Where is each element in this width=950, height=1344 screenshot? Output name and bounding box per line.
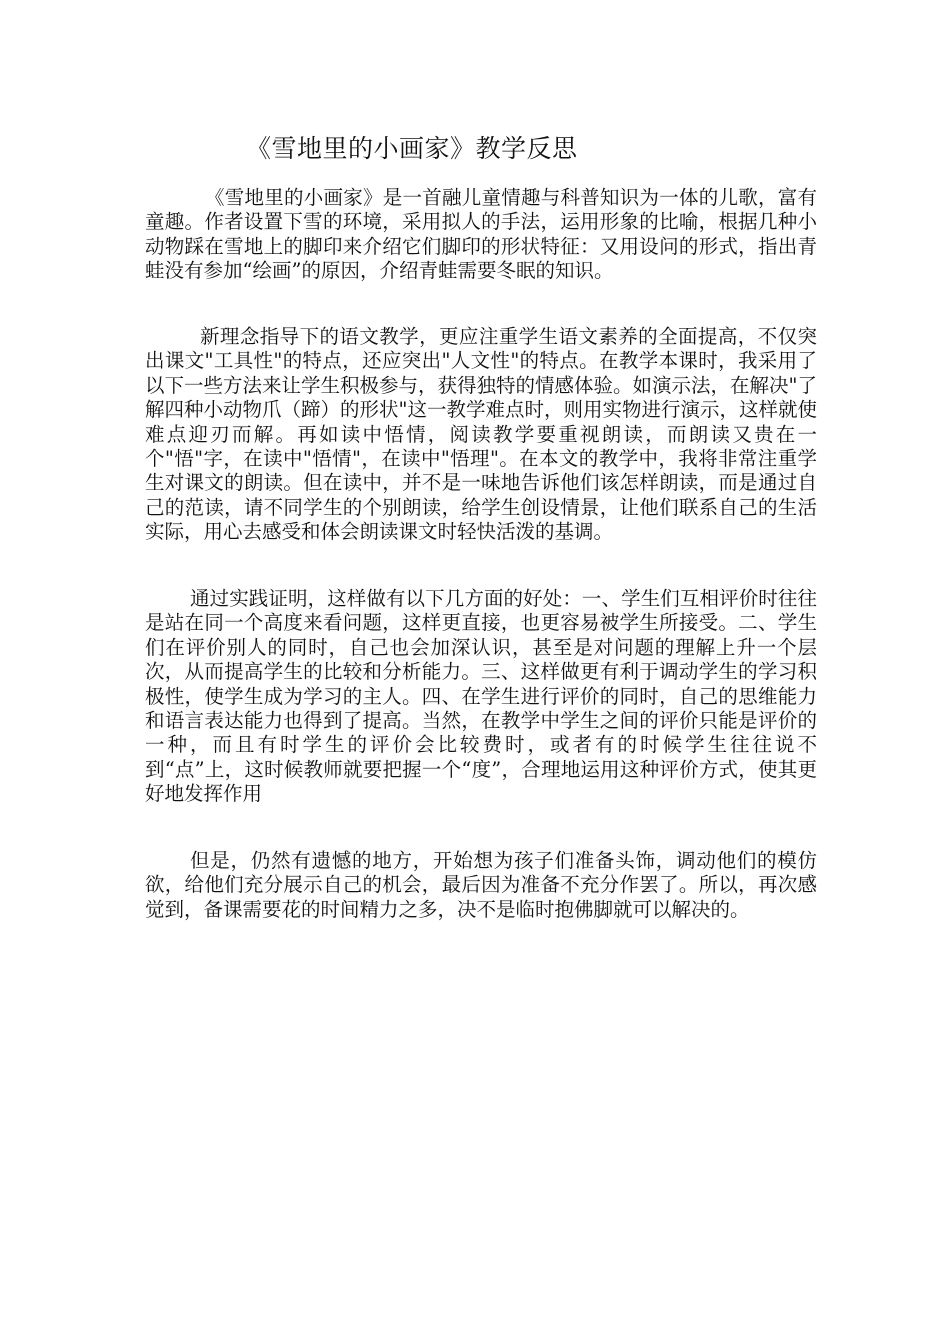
- paragraph-3: 通过实践证明，这样做有以下几方面的好处：一、学生们互相评价时往往是站在同一个高度来看问题，这样更直接，也更容易被学生所接受。二、学生们在评价别人的同时，自己也会加深认识，甚至是对问题的理解上升一个层次，从而提高学生的比较和分析能力。三、这样做更有利于调动学生的学习积极性，使学生成为学习的主人。四、在学生进行评价的同时，自己的思维能力和语言表达能力也得到了提高。当然，在教学中学生之间的评价只能是评价的一种，而且有时学生的评价会比较费时，或者有的时候学生往往说不到“点”上，这时候教师就要把握一个“度”，合理地运用这种评价方式，使其更好地发挥作用: [145, 587, 817, 806]
- paragraph-2: 新理念指导下的语文教学，更应注重学生语文素养的全面提高，不仅突出课文"工具性"的特点，还应突出"人文性"的特点。在教学本课时，我采用了以下一些方法来让学生积极参与，获得独特的情感体验。如演示法，在解决"了解四种小动物爪（蹄）的形状"这一教学难点时，则用实物进行演示，这样就使难点迎刃而解。再如读中悟情，阅读教学要重视朗读，而朗读又贵在一个"悟"字，在读中"悟情"，在读中"悟理"。在本文的教学中，我将非常注重学生对课文的朗读。但在读中，并不是一味地告诉他们该怎样朗读，而是通过自己的范读，请不同学生的个别朗读，给学生创设情景，让他们联系自己的生活实际，用心去感受和体会朗读课文时轻快活泼的基调。: [145, 325, 817, 544]
- paragraph-4: 但是，仍然有遗憾的地方，开始想为孩子们准备头饰，调动他们的模仿欲，给他们充分展示自己的机会，最后因为准备不充分作罢了。所以，再次感觉到，备课需要花的时间精力之多，决不是临时抱佛脚就可以解决的。: [145, 849, 817, 921]
- document-title: 《雪地里的小画家》教学反思: [246, 134, 578, 163]
- paragraph-1: 《雪地里的小画家》是一首融儿童情趣与科普知识为一体的儿歌，富有童趣。作者设置下雪的环境，采用拟人的手法，运用形象的比喻，根据几种小动物踩在雪地上的脚印来介绍它们脚印的形状特征：又用设问的形式，指出青蛙没有参加“绘画”的原因，介绍青蛙需要冬眠的知识。: [145, 186, 817, 283]
